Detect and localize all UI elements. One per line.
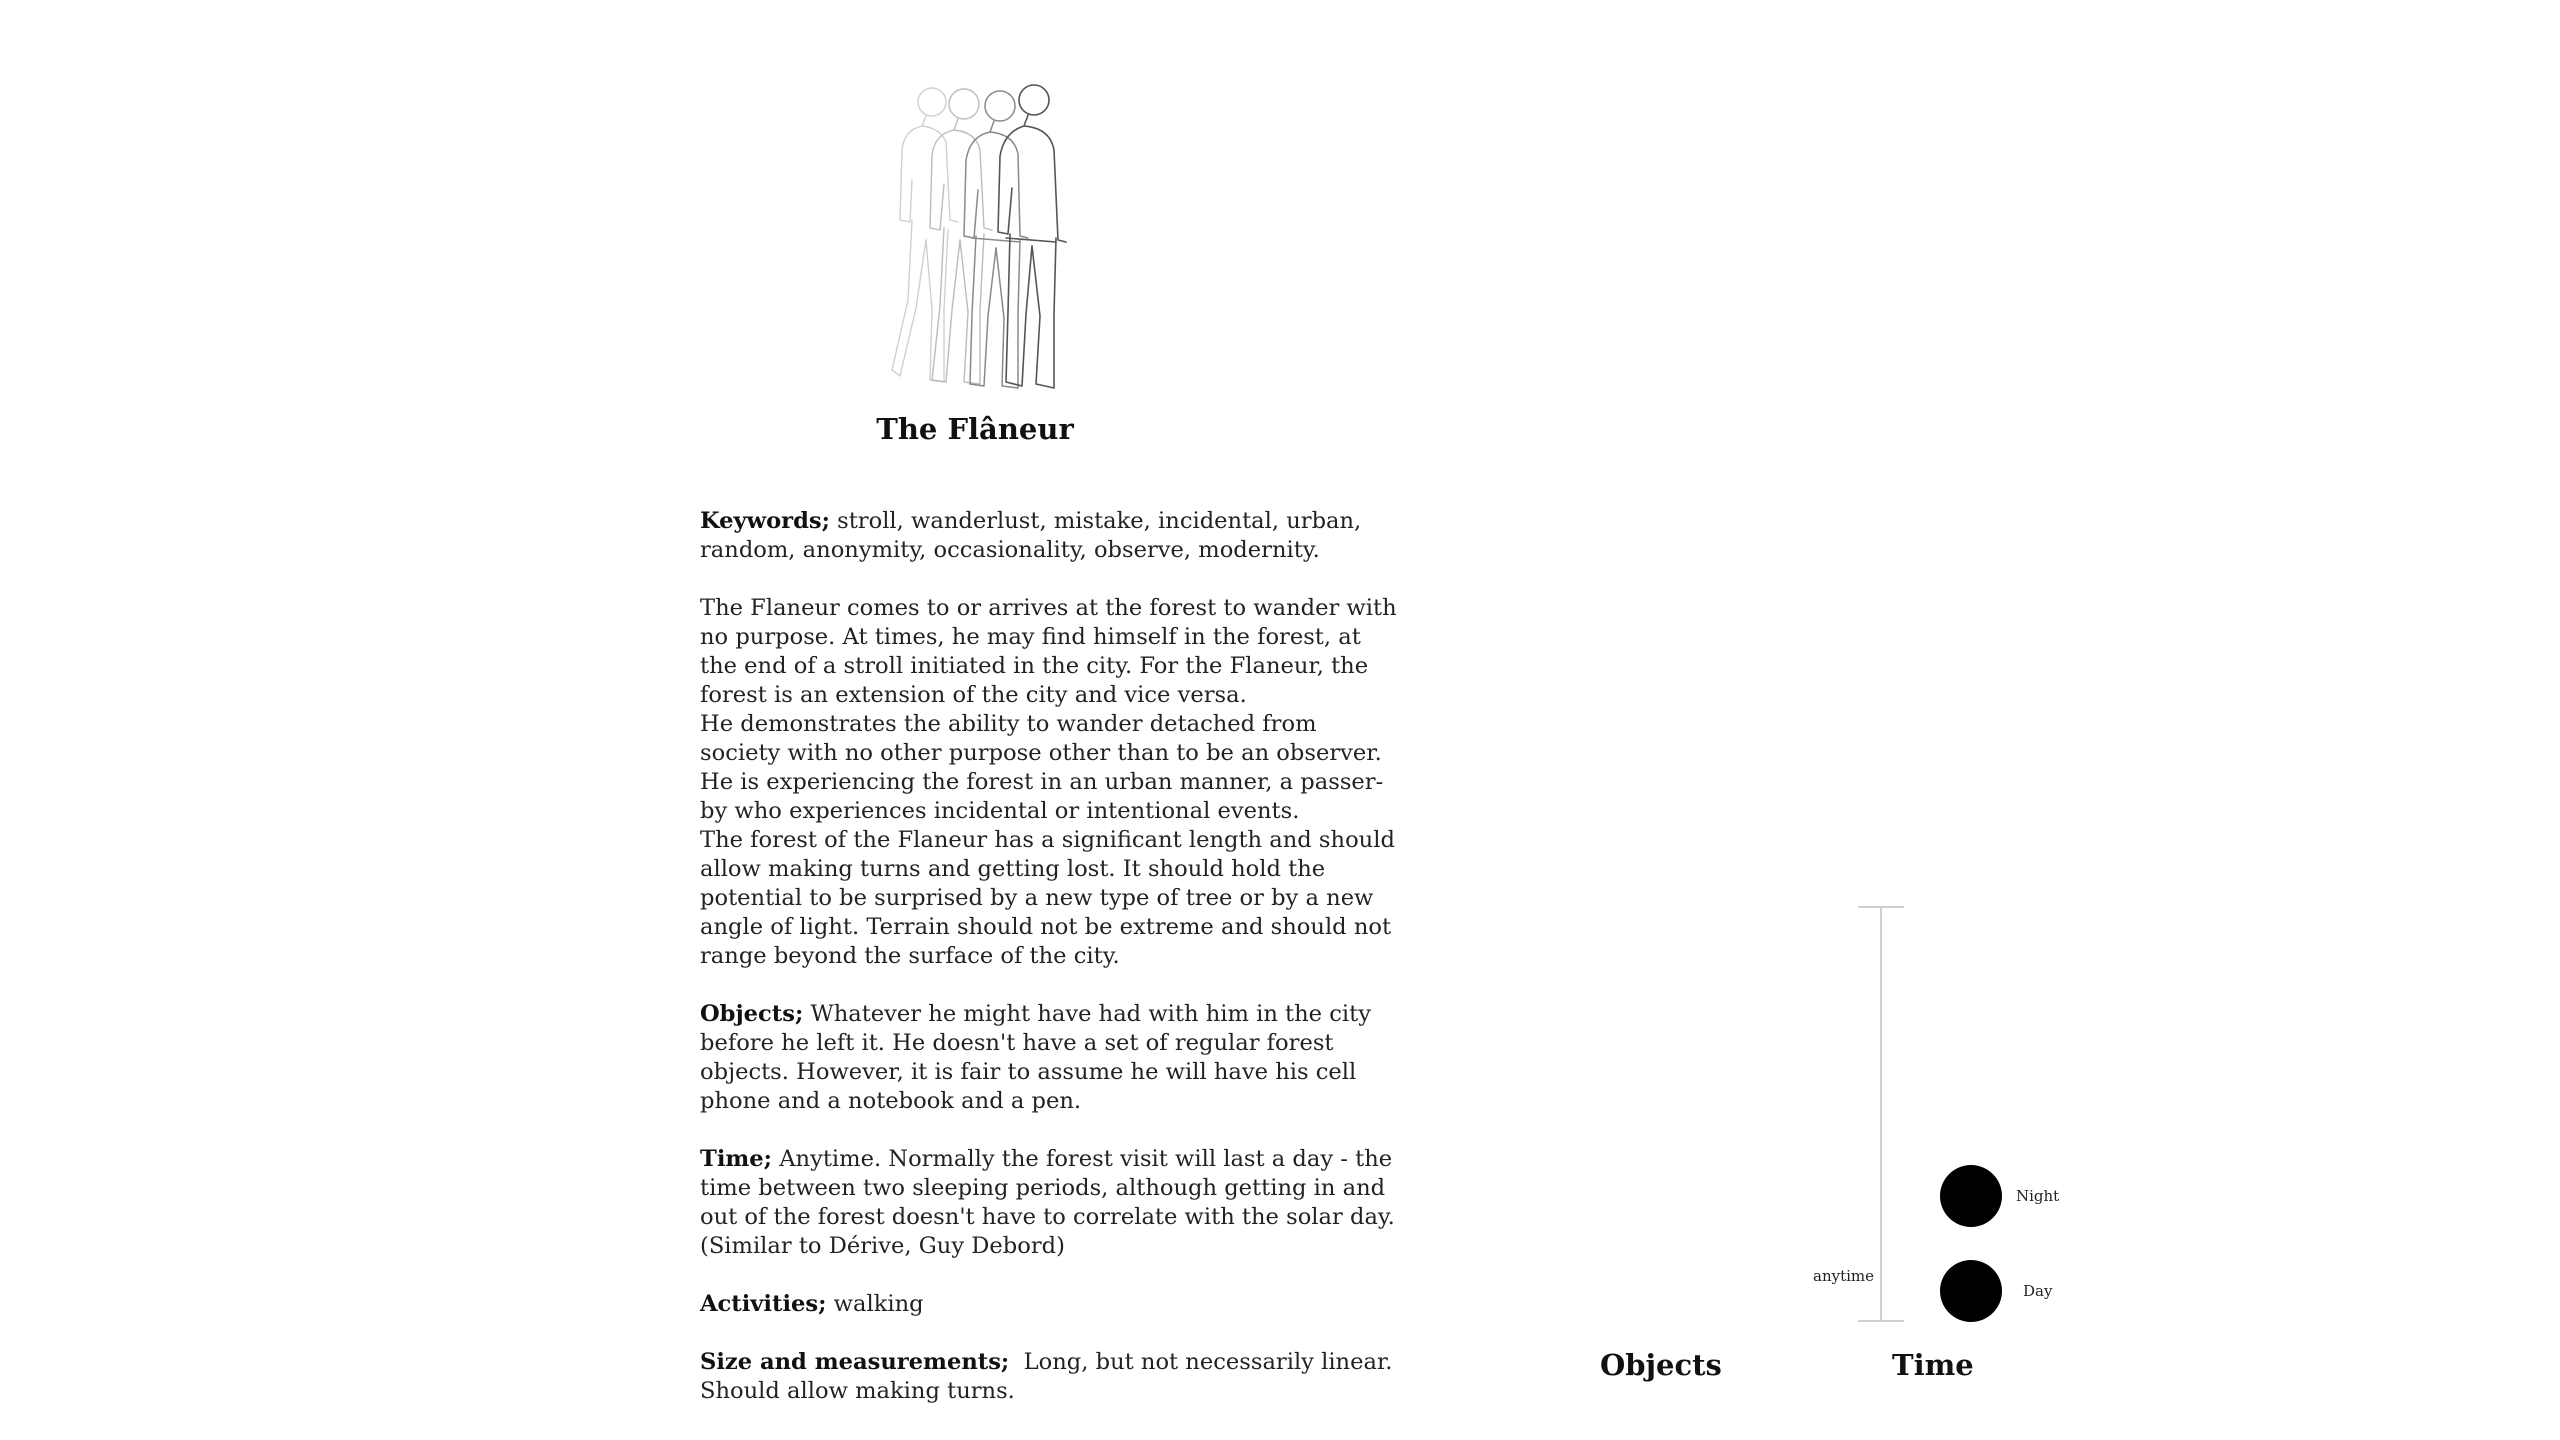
dot-day: [1940, 1260, 2002, 1322]
dot-day-label: Day: [2023, 1282, 2053, 1300]
text-column: [700, 507, 1400, 1435]
objects-text: Whatever he might have had with him in the city before he left it. He doesn't have a set of regular forest objects. However, it is fair to assume he will have his cell phone and a notebook and a pen.: [700, 1001, 1371, 1114]
page-title: The Flâneur: [876, 412, 1074, 446]
size-label: Size and measurements;: [700, 1349, 1010, 1375]
objects-label: Objects;: [700, 1001, 804, 1027]
heading-time: Time: [1892, 1348, 1974, 1382]
size-text: Long, but not necessarily linear. Should allow making turns.: [700, 1349, 1400, 1404]
time-note: (Similar to Dérive, Guy Debord): [700, 1233, 1065, 1259]
time-text: Anytime. Normally the forest visit will last a day - the time between two sleeping periods, although getting in and out of the forest doesn't have to correlate with the solar day.: [700, 1146, 1395, 1230]
figure-dark-4: [998, 85, 1066, 388]
axis-label-anytime: anytime: [1813, 1267, 1875, 1285]
objects-paragraph: [700, 1000, 1400, 1116]
time-axis-line: [1880, 906, 1882, 1320]
dot-night: [1940, 1165, 2002, 1227]
walking-figures-illustration: [860, 70, 1100, 400]
description-paragraph-1: The Flaneur comes to or arrives at the forest to wander with no purpose. At times, he may find himself in the forest, at the end of a stroll initiated in the city. For the Flaneur, the forest is an extension of the city and vice versa.: [700, 595, 1397, 708]
size-paragraph: [700, 1348, 1400, 1406]
time-paragraph: [700, 1145, 1400, 1261]
axis-bottom-cap: [1858, 1320, 1904, 1322]
activities-paragraph: [700, 1290, 1400, 1319]
time-label: Time;: [700, 1146, 773, 1172]
activities-label: Activities;: [700, 1291, 827, 1317]
keywords-text: stroll, wanderlust, mistake, incidental, urban, random, anonymity, occasionality, observe, modernity.: [700, 508, 1362, 563]
activities-text: walking: [826, 1291, 924, 1317]
keywords-paragraph: [700, 507, 1400, 565]
dot-night-label: Night: [2016, 1187, 2060, 1205]
keywords-label: Keywords;: [700, 508, 830, 534]
description-paragraph-3: The forest of the Flaneur has a significant length and should allow making turns and getting lost. It should hold the potential to be surprised by a new type of tree or by a new angle of light. Terrain should not be extreme and should not range beyond the surface of the city.: [700, 827, 1395, 969]
heading-objects: Objects: [1600, 1348, 1722, 1382]
description-paragraph-2: He demonstrates the ability to wander detached from society with no other purpose other than to be an observer. He is experiencing the forest in an urban manner, a passer-by who experiences incidental or intentional events.: [700, 711, 1384, 824]
